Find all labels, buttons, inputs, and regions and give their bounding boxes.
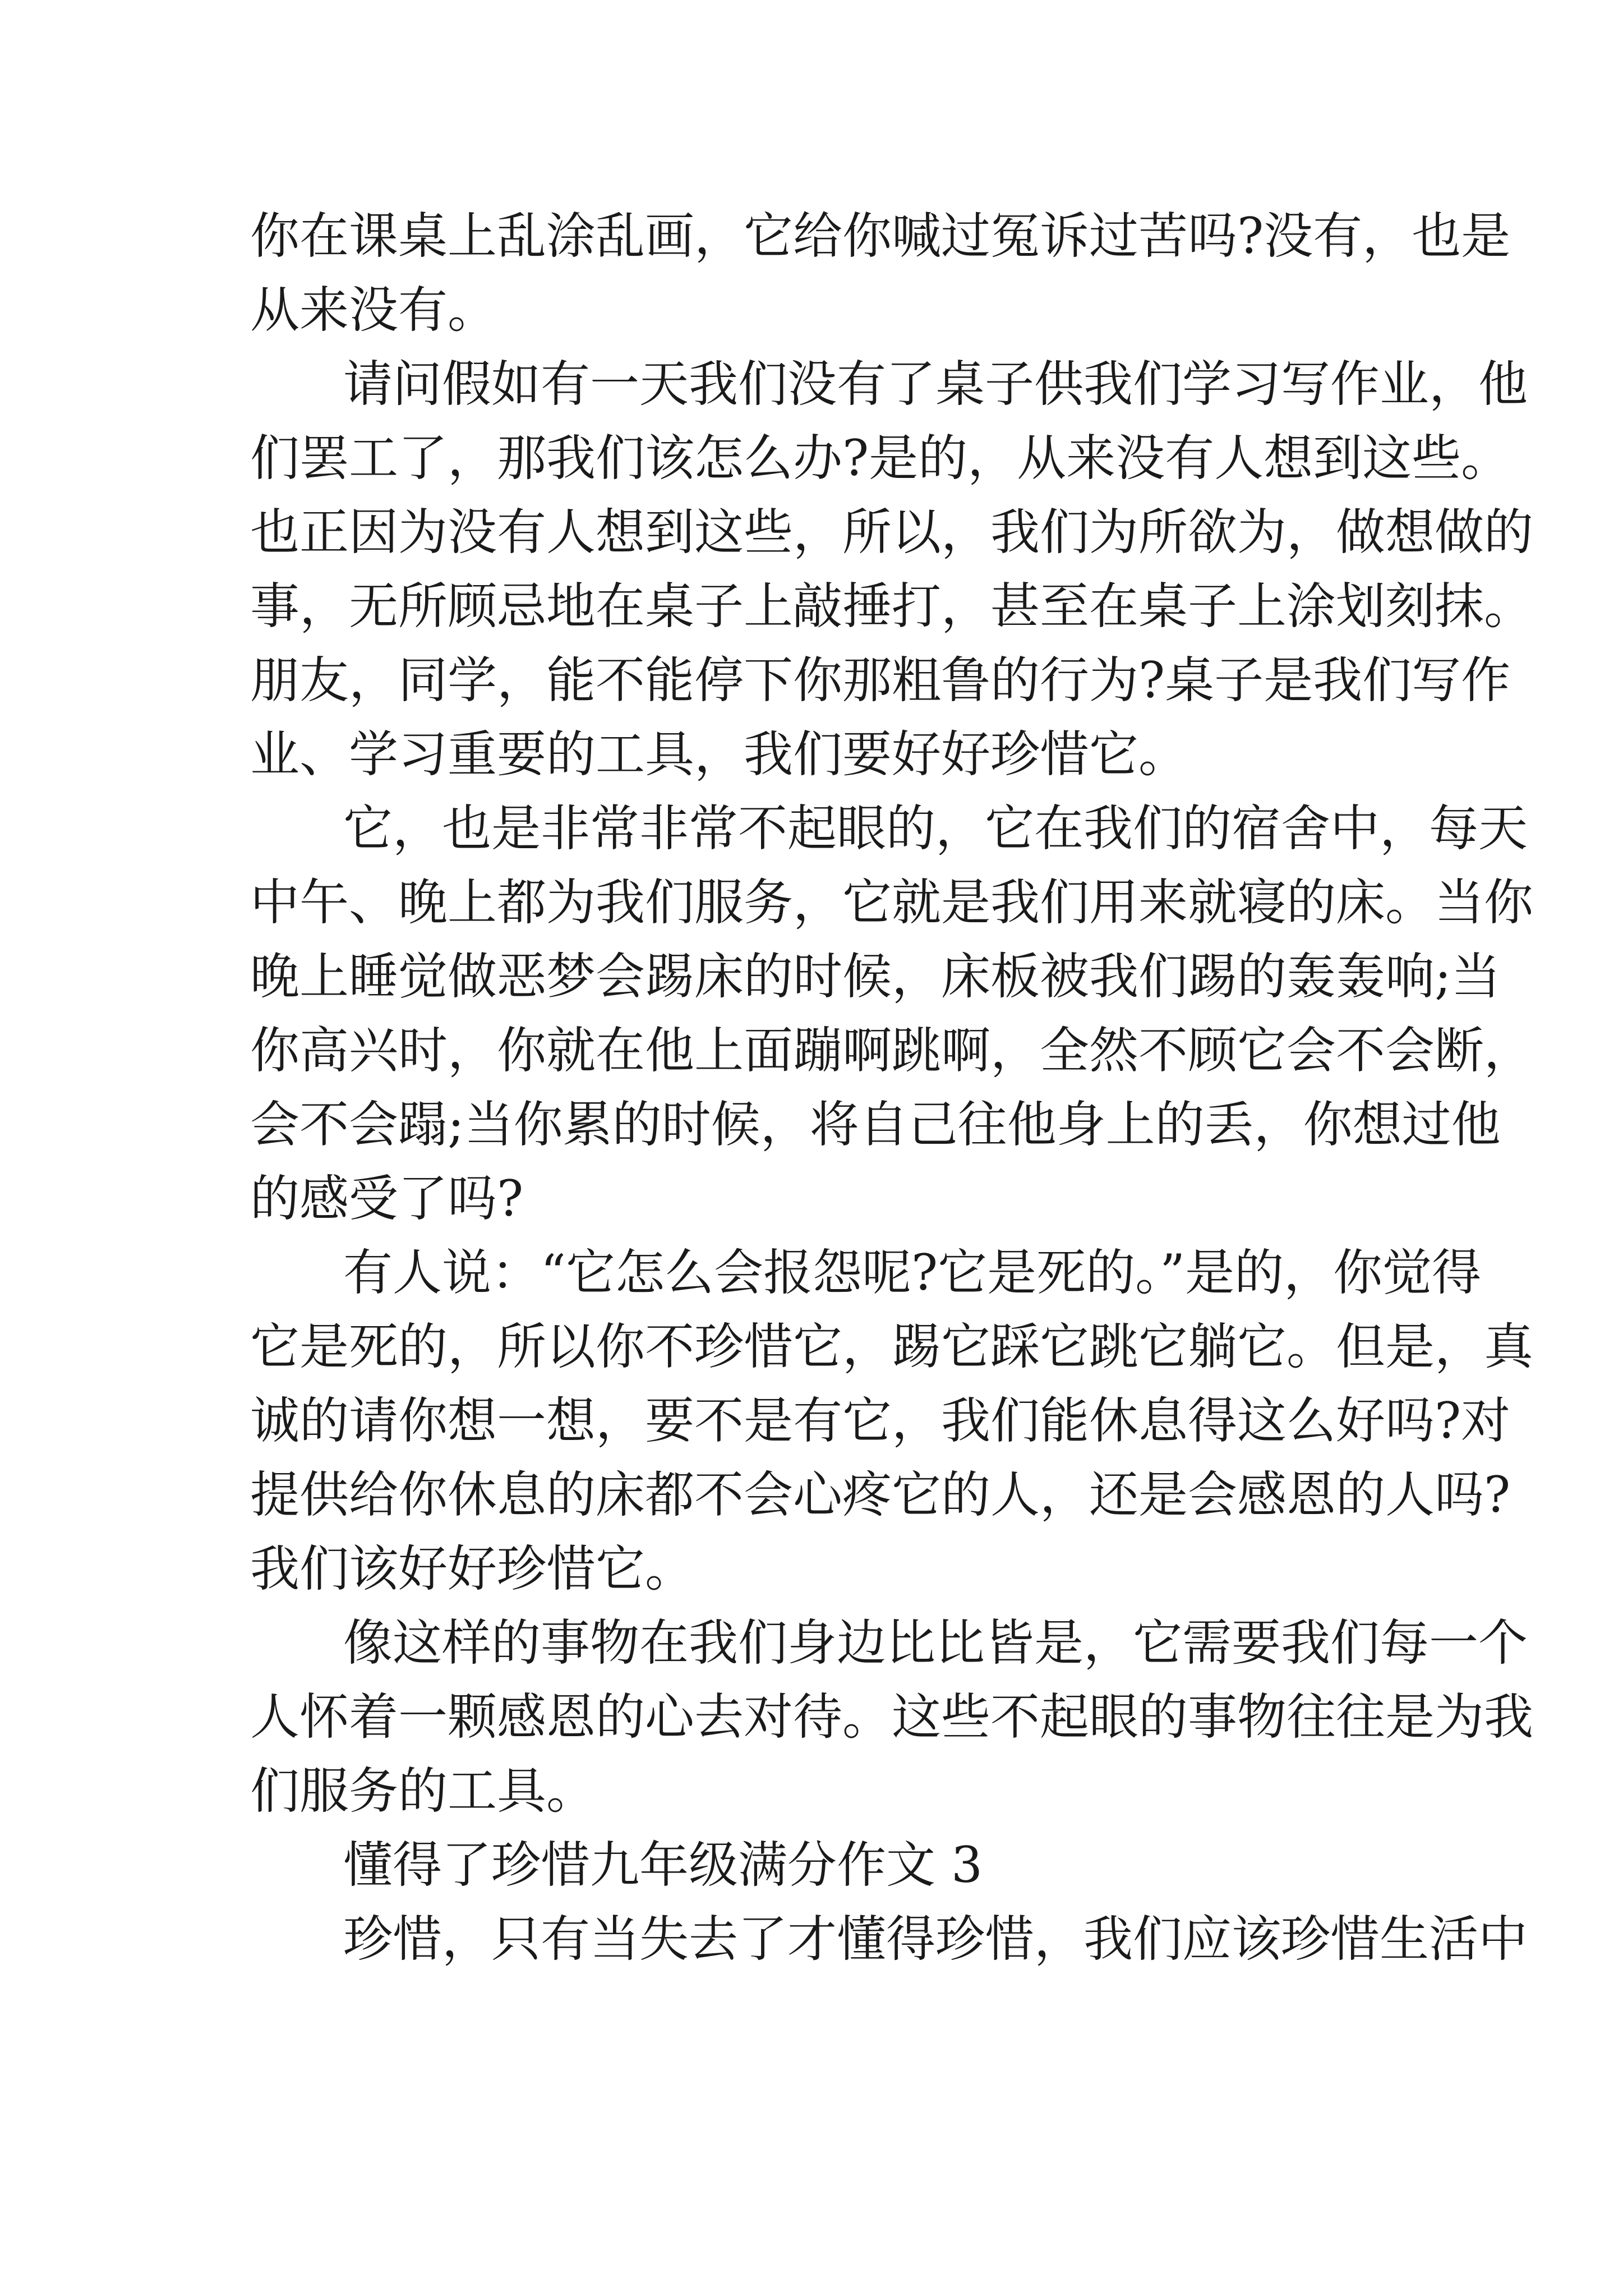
text-line: 它是死的，所以你不珍惜它，踢它踩它跳它躺它。但是，真	[250, 1318, 1534, 1375]
text-line: 晚上睡觉做恶梦会踢床的时候，床板被我们踢的轰轰响;当	[250, 947, 1501, 1005]
text-line: 们服务的工具。	[250, 1762, 596, 1820]
text-line: 人怀着一颗感恩的心去对待。这些不起眼的事物往往是为我	[250, 1688, 1534, 1746]
text-line: 朋友，同学，能不能停下你那粗鲁的行为?桌子是我们写作	[250, 651, 1511, 709]
text-line: 你在课桌上乱涂乱画，它给你喊过冤诉过苦吗?没有，也是	[250, 207, 1511, 265]
text-line: 中午、晚上都为我们服务，它就是我们用来就寝的床。当你	[250, 873, 1534, 931]
text-line: 业、学习重要的工具，我们要好好珍惜它。	[250, 725, 1188, 783]
essay-text	[250, 199, 1534, 1976]
text-line: 诚的请你想一想，要不是有它，我们能休息得这么好吗?对	[250, 1392, 1511, 1450]
text-line: 从来没有。	[250, 281, 497, 339]
paragraph-start-line: 像这样的事物在我们身边比比皆是，它需要我们每一个	[343, 1614, 1528, 1672]
paragraph-start-line: 请问假如有一天我们没有了桌子供我们学习写作业，他	[343, 355, 1528, 413]
text-line: 事，无所顾忌地在桌子上敲捶打，甚至在桌子上涂划刻抹。	[250, 577, 1534, 635]
text-line: 我们该好好珍惜它。	[250, 1540, 695, 1598]
paragraph-start-line: 有人说：“它怎么会报怨呢?它是死的。”是的，你觉得	[343, 1244, 1482, 1301]
text-line: 会不会蹋;当你累的时候，将自己往他身上的丢，你想过他	[250, 1096, 1501, 1153]
section-heading: 懂得了珍惜九年级满分作文 3	[343, 1836, 983, 1894]
paragraph-start-line: 珍惜，只有当失去了才懂得珍惜，我们应该珍惜生活中	[343, 1910, 1528, 1968]
text-line: 们罢工了，那我们该怎么办?是的，从来没有人想到这些。	[250, 429, 1511, 487]
text-line: 提供给你休息的床都不会心疼它的人，还是会感恩的人吗?	[250, 1466, 1511, 1524]
text-line: 你高兴时，你就在他上面蹦啊跳啊，全然不顾它会不会断，	[250, 1022, 1534, 1079]
paragraph-start-line: 它，也是非常非常不起眼的，它在我们的宿舍中，每天	[343, 799, 1528, 857]
text-line: 也正因为没有人想到这些，所以，我们为所欲为，做想做的	[250, 503, 1534, 561]
text-line: 的感受了吗?	[250, 1170, 524, 1227]
